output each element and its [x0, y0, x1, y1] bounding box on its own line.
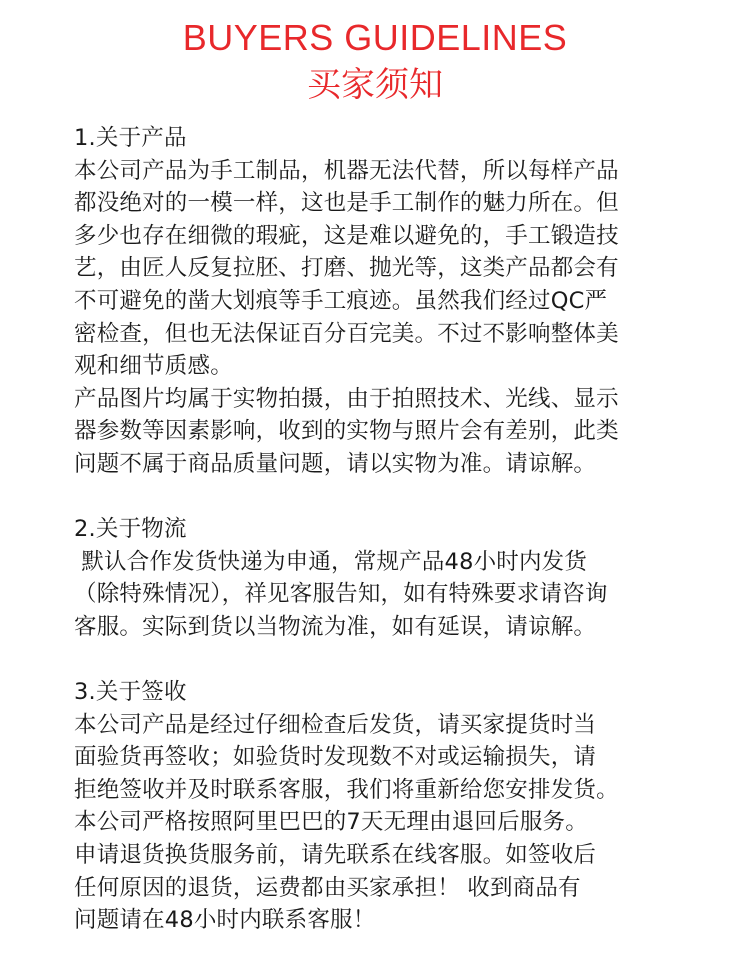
paragraph-line: 观和细节质感。 [74, 353, 233, 380]
paragraph-line: 客服。实际到货以当物流为准，如有延误，请谅解。 [74, 613, 597, 640]
paragraph-line: 问题请在48小时内联系客服！ [74, 907, 376, 934]
paragraph-line: 都没绝对的一模一样，这也是手工制作的魅力所在。但 [74, 190, 619, 217]
paragraph-line: 申请退货换货服务前，请先联系在线客服。如签收后 [74, 842, 597, 869]
paragraph-line: 默认合作发货快递为申通，常规产品48小时内发货 [74, 548, 588, 575]
paragraph-line: 本公司产品为手工制品，机器无法代替，所以每样产品 [74, 157, 619, 184]
title-chinese: 买家须知 [307, 65, 443, 105]
paragraph-line: 拒绝签收并及时联系客服，我们将重新给您安排发货。 [74, 776, 619, 803]
paragraph-line: （除特殊情况），祥见客服告知，如有特殊要求请咨询 [74, 581, 608, 608]
guidelines-content [74, 122, 694, 937]
paragraph-line: 艺，由匠人反复拉胚、打磨、抛光等，这类产品都会有 [74, 255, 619, 282]
section-heading: 2.关于物流 [74, 516, 187, 543]
paragraph-line: 器参数等因素影响，收到的实物与照片会有差别，此类 [74, 418, 619, 445]
section-heading: 3.关于签收 [74, 679, 187, 706]
paragraph-line: 本公司严格按照阿里巴巴的7天无理由退回后服务。 [74, 809, 588, 836]
paragraph-line: 多少也存在细微的瑕疵，这是难以避免的，手工锻造技 [74, 222, 619, 249]
paragraph-line: 不可避免的凿大划痕等手工痕迹。虽然我们经过QC严 [74, 287, 608, 314]
section-products [74, 122, 694, 481]
paragraph-line: 密检查，但也无法保证百分百完美。不过不影响整体美 [74, 320, 619, 347]
section-heading: 1.关于产品 [74, 125, 187, 151]
paragraph-line: 本公司产品是经过仔细检查后发货，请买家提货时当 [74, 711, 597, 738]
paragraph-line: 面验货再签收；如验货时发现数不对或运输损失，请 [74, 744, 597, 771]
paragraph-line: 问题不属于商品质量问题，请以实物为准。请谅解。 [74, 450, 597, 477]
section-logistics [74, 513, 694, 643]
title-english: BUYERS GUIDELINES [182, 17, 568, 58]
paragraph-line: 产品图片均属于实物拍摄，由于拍照技术、光线、显示 [74, 385, 619, 412]
paragraph-line: 任何原因的退货，运费都由买家承担！ 收到商品有 [74, 874, 581, 901]
section-receipt [74, 676, 694, 937]
